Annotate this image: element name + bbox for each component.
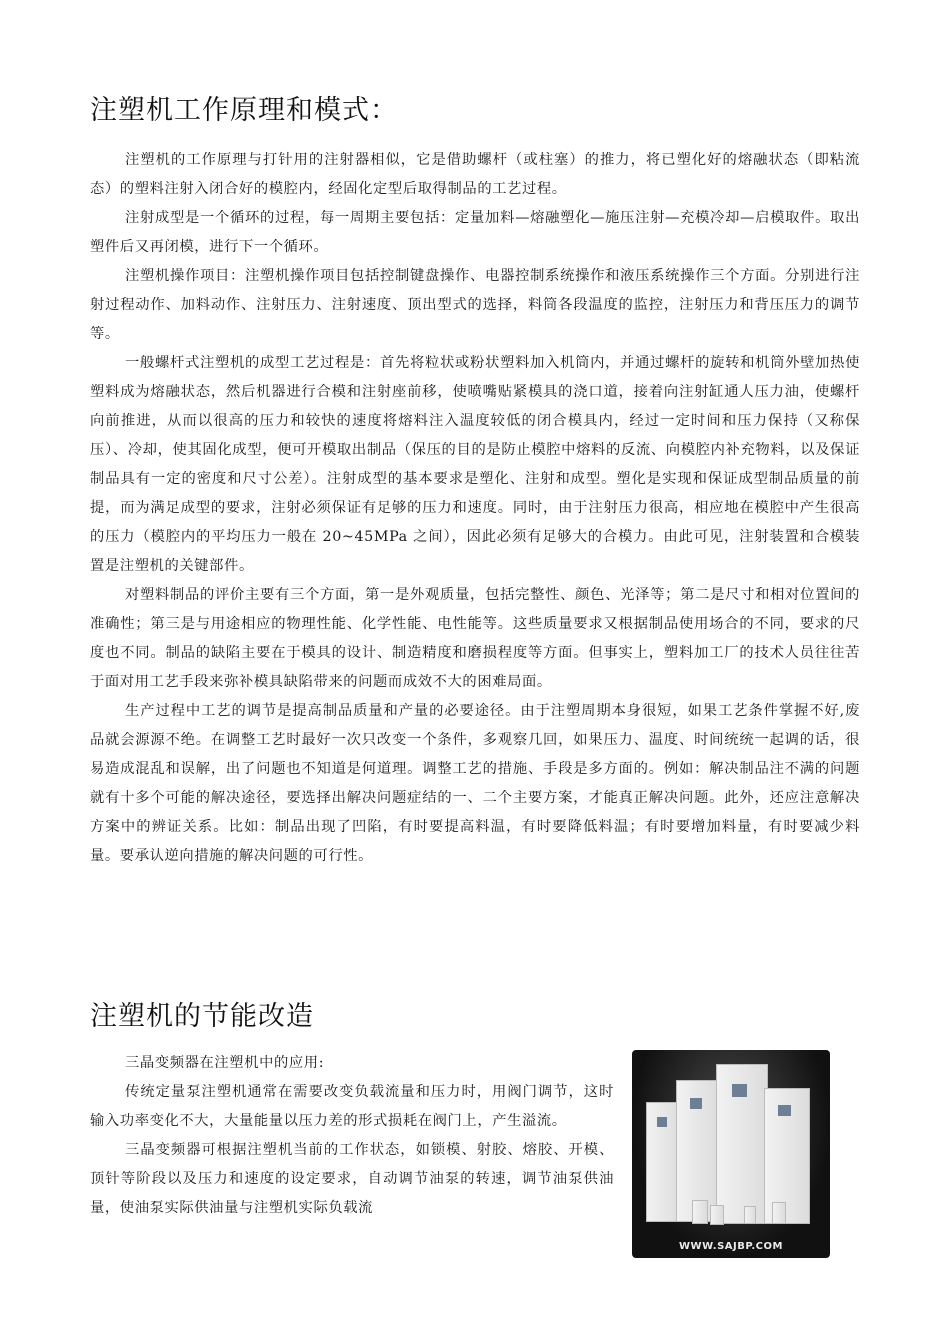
small-inverter-shape — [772, 1202, 786, 1224]
working-principle-body — [90, 146, 860, 871]
energy-saving-body — [90, 1049, 614, 1223]
inverter-product-photo — [632, 1050, 830, 1258]
paragraph: 生产过程中工艺的调节是提高制品质量和产量的必要途径。由于注塑周期本身很短，如果工艺条件掌握不好,废品就会源源不绝。在调整工艺时最好一次只改变一个条件，多观察几回，如果压力、温度、时间统统一起调的话，很易造成混乱和误解，出了问题也不知道是何道理。调整工艺的措施、手段是多方面的。例如：解决制品注不满的问题就有十多个可能的解决途径，要选择出解决问题症结的一、二个主要方案，才能真正解决问题。此外，还应注意解决方案中的辨证关系。比如：制品出现了凹陷，有时要提高料温，有时要降低料温；有时要增加料量，有时要减少料量。要承认逆向措施的解决问题的可行性。 — [90, 703, 860, 864]
small-inverter-shape — [692, 1200, 708, 1224]
paragraph: 三晶变频器可根据注塑机当前的工作状态，如锁模、射胶、熔胶、开模、顶针等阶段以及压力和速度的设定要求，自动调节油泵的转速，调节油泵供油量，使油泵实际供油量与注塑机实际负载流 — [90, 1142, 614, 1216]
paragraph: 注塑机操作项目：注塑机操作项目包括控制键盘操作、电器控制系统操作和液压系统操作三个方面。分别进行注射过程动作、加料动作、注射压力、注射速度、顶出型式的选择，料筒各段温度的监控，注射压力和背压压力的调节等。 — [90, 268, 860, 342]
paragraph: 三晶变频器在注塑机中的应用: — [125, 1055, 325, 1071]
small-inverter-shape — [710, 1205, 724, 1225]
section-title-energy-saving: 注塑机的节能改造 — [90, 1001, 314, 1032]
paragraph: 传统定量泵注塑机通常在需要改变负载流量和压力时，用阀门调节，这时输入功率变化不大，大量能量以压力差的形式损耗在阀门上，产生溢流。 — [90, 1084, 614, 1129]
paragraph: 对塑料制品的评价主要有三个方面，第一是外观质量，包括完整性、颜色、光泽等；第二是尺寸和相对位置间的准确性；第三是与用途相应的物理性能、化学性能、电性能等。这些质量要求又根据制品使用场合的不同，要求的尺度也不同。制品的缺陷主要在于模具的设计、制造精度和磨损程度等方面。但事实上，塑料加工厂的技术人员往往苦于面对用工艺手段来弥补模具缺陷带来的问题而成效不大的困难局面。 — [90, 587, 860, 690]
small-inverter-shape — [744, 1206, 756, 1224]
paragraph: 注塑机的工作原理与打针用的注射器相似，它是借助螺杆（或柱塞）的推力，将已塑化好的熔融状态（即粘流态）的塑料注射入闭合好的模腔内，经固化定型后取得制品的工艺过程。 — [90, 152, 860, 197]
paragraph: 注射成型是一个循环的过程，每一周期主要包括：定量加料—熔融塑化—施压注射—充模冷却—启模取件。取出塑件后又再闭模，进行下一个循环。 — [90, 210, 860, 255]
cabinet-shape — [716, 1064, 768, 1224]
image-caption: WWW.SAJBP.COM — [679, 1241, 783, 1252]
paragraph: 一般螺杆式注塑机的成型工艺过程是：首先将粒状或粉状塑料加入机筒内，并通过螺杆的旋转和机筒外壁加热使塑料成为熔融状态，然后机器进行合模和注射座前移，使喷嘴贴紧模具的浇口道，接着向注射缸通人压力油，使螺杆向前推进，从而以很高的压力和较快的速度将熔料注入温度较低的闭合模具内，经过一定时间和压力保持（又称保压）、冷却，使其固化成型，便可开模取出制品（保压的目的是防止模腔中熔料的反流、向模腔内补充物料，以及保证制品具有一定的密度和尺寸公差）。注射成型的基本要求是塑化、注射和成型。塑化是实现和保证成型制品质量的前提，而为满足成型的要求，注射必须保证有足够的压力和速度。同时，由于注射压力很高，相应地在模腔中产生很高的压力（模腔内的平均压力一般在 20~45MPa 之间），因此必须有足够大的合模力。由此可见，注射装置和合模装置是注塑机的关键部件。 — [90, 355, 860, 574]
section-title-working-principle: 注塑机工作原理和模式： — [90, 95, 398, 126]
cabinet-shape — [764, 1088, 810, 1224]
